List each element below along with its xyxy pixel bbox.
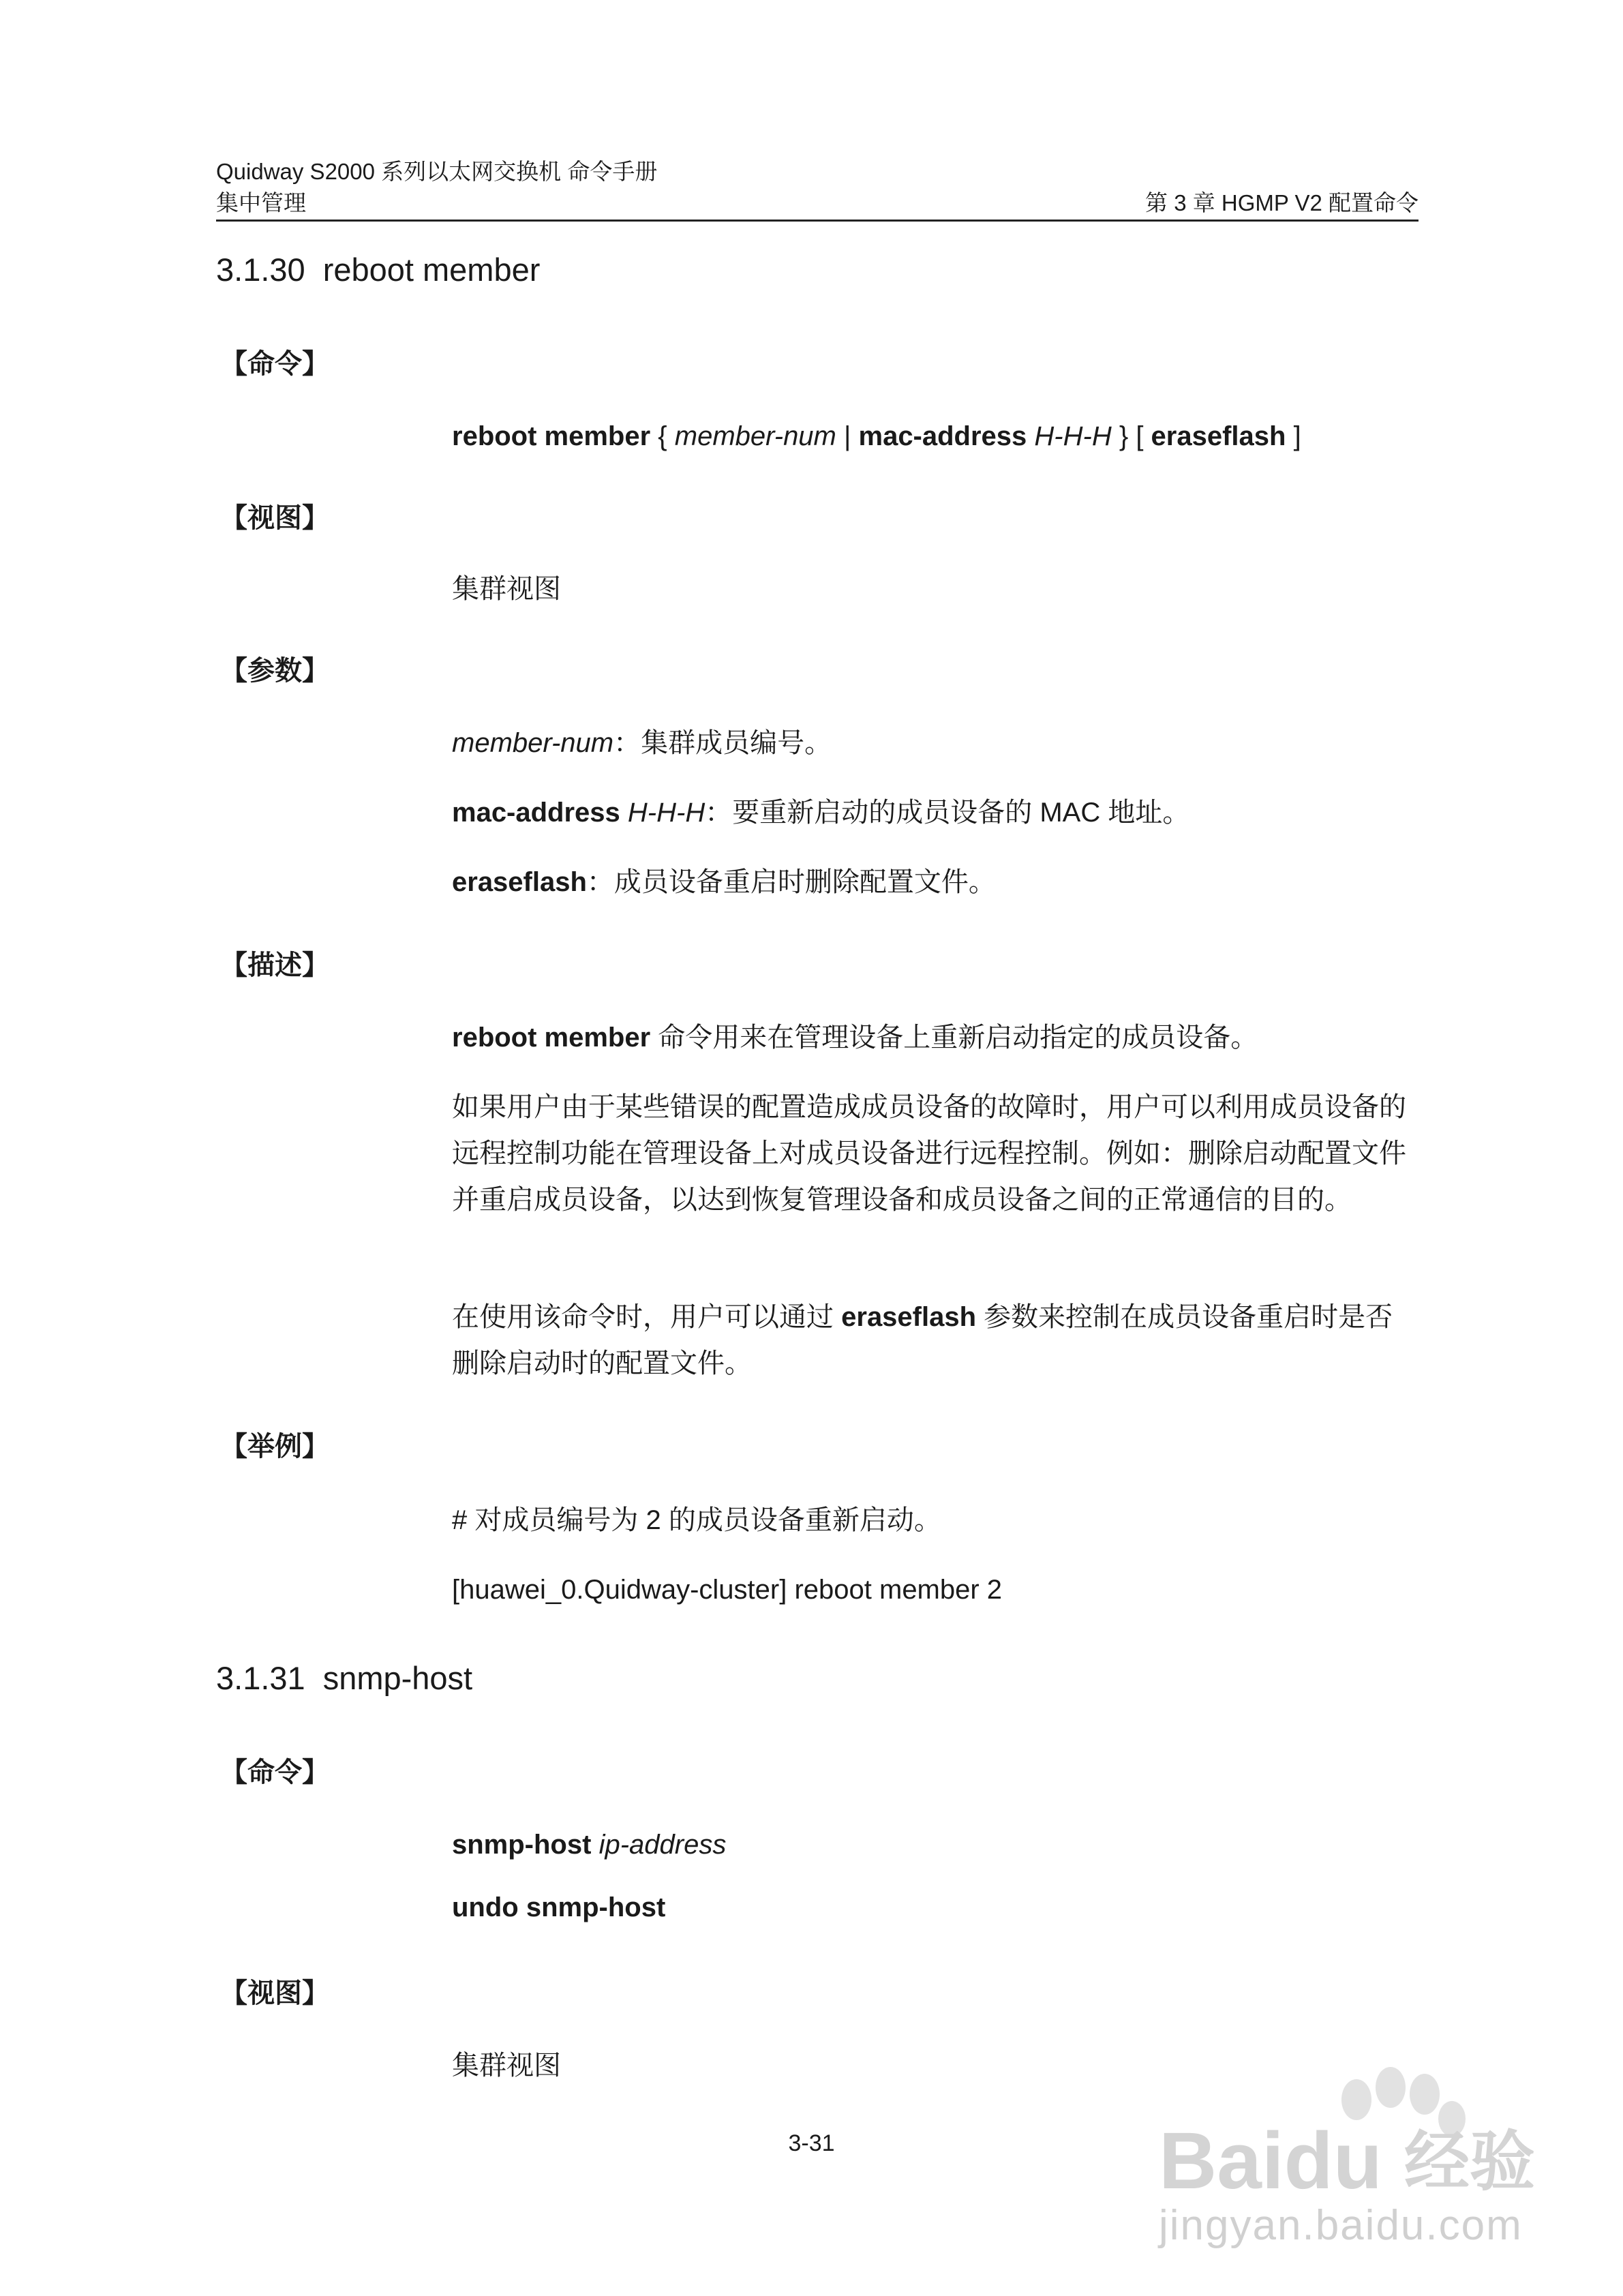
tag-view: 【视图】 bbox=[220, 503, 329, 533]
tag-view: 【视图】 bbox=[220, 1978, 329, 2008]
header-rule bbox=[216, 220, 1419, 222]
running-header-chapter: 第 3 章 HGMP V2 配置命令 bbox=[1145, 190, 1419, 215]
section-number: 3.1.31 bbox=[216, 1660, 305, 1696]
view-text: 集群视图 bbox=[452, 2051, 561, 2081]
command-undo-snmp-host: undo snmp-host bbox=[452, 1892, 666, 1922]
param-mac-address: mac-address H-H-H：要重新启动的成员设备的 MAC 地址。 bbox=[452, 798, 1190, 828]
tag-command: 【命令】 bbox=[220, 1757, 329, 1787]
description-1: reboot member 命令用来在管理设备上重新启动指定的成员设备。 bbox=[452, 1023, 1258, 1053]
param-eraseflash: eraseflash：成员设备重启时删除配置文件。 bbox=[452, 867, 996, 897]
watermark-brand: Baidu bbox=[1159, 2116, 1382, 2206]
command-syntax: reboot member { member-num | mac-address H-H-H } [ eraseflash ] bbox=[452, 421, 1301, 451]
tag-command: 【命令】 bbox=[220, 349, 329, 379]
section-title: snmp-host bbox=[322, 1660, 473, 1696]
section-number: 3.1.30 bbox=[216, 252, 305, 288]
running-header-title: Quidway S2000 系列以太网交换机 命令手册 bbox=[216, 159, 658, 184]
tag-params: 【参数】 bbox=[220, 656, 329, 686]
view-text: 集群视图 bbox=[452, 574, 561, 604]
command-snmp-host: snmp-host ip-address bbox=[452, 1830, 727, 1860]
section-heading-reboot-member bbox=[216, 250, 540, 290]
section-title: reboot member bbox=[322, 252, 541, 288]
tag-example: 【举例】 bbox=[220, 1432, 329, 1462]
description-2: 如果用户由于某些错误的配置造成成员设备的故障时，用户可以利用成员设备的远程控制功能在管理设备上对成员设备进行远程控制。例如：删除启动配置文件并重启成员设备，以达到恢复管理设备和成员设备之间的正常通信的目的。 bbox=[452, 1092, 1406, 1215]
page-number: 3-31 bbox=[788, 2130, 835, 2156]
example-command: [huawei_0.Quidway-cluster] reboot member 2 bbox=[452, 1575, 1003, 1605]
watermark-jingyan: 经验 bbox=[1404, 2126, 1535, 2199]
param-member-num: member-num：集群成员编号。 bbox=[452, 728, 832, 758]
tag-description: 【描述】 bbox=[220, 950, 329, 980]
watermark-url: jingyan.baidu.com bbox=[1159, 2202, 1523, 2249]
section-heading-snmp-host bbox=[216, 1658, 472, 1699]
description-3: 在使用该命令时，用户可以通过 eraseflash 参数来控制在成员设备重启时是否删除启动时的配置文件。 bbox=[452, 1302, 1393, 1378]
example-comment: # 对成员编号为 2 的成员设备重新启动。 bbox=[452, 1505, 941, 1535]
running-header-part: 集中管理 bbox=[216, 190, 306, 215]
